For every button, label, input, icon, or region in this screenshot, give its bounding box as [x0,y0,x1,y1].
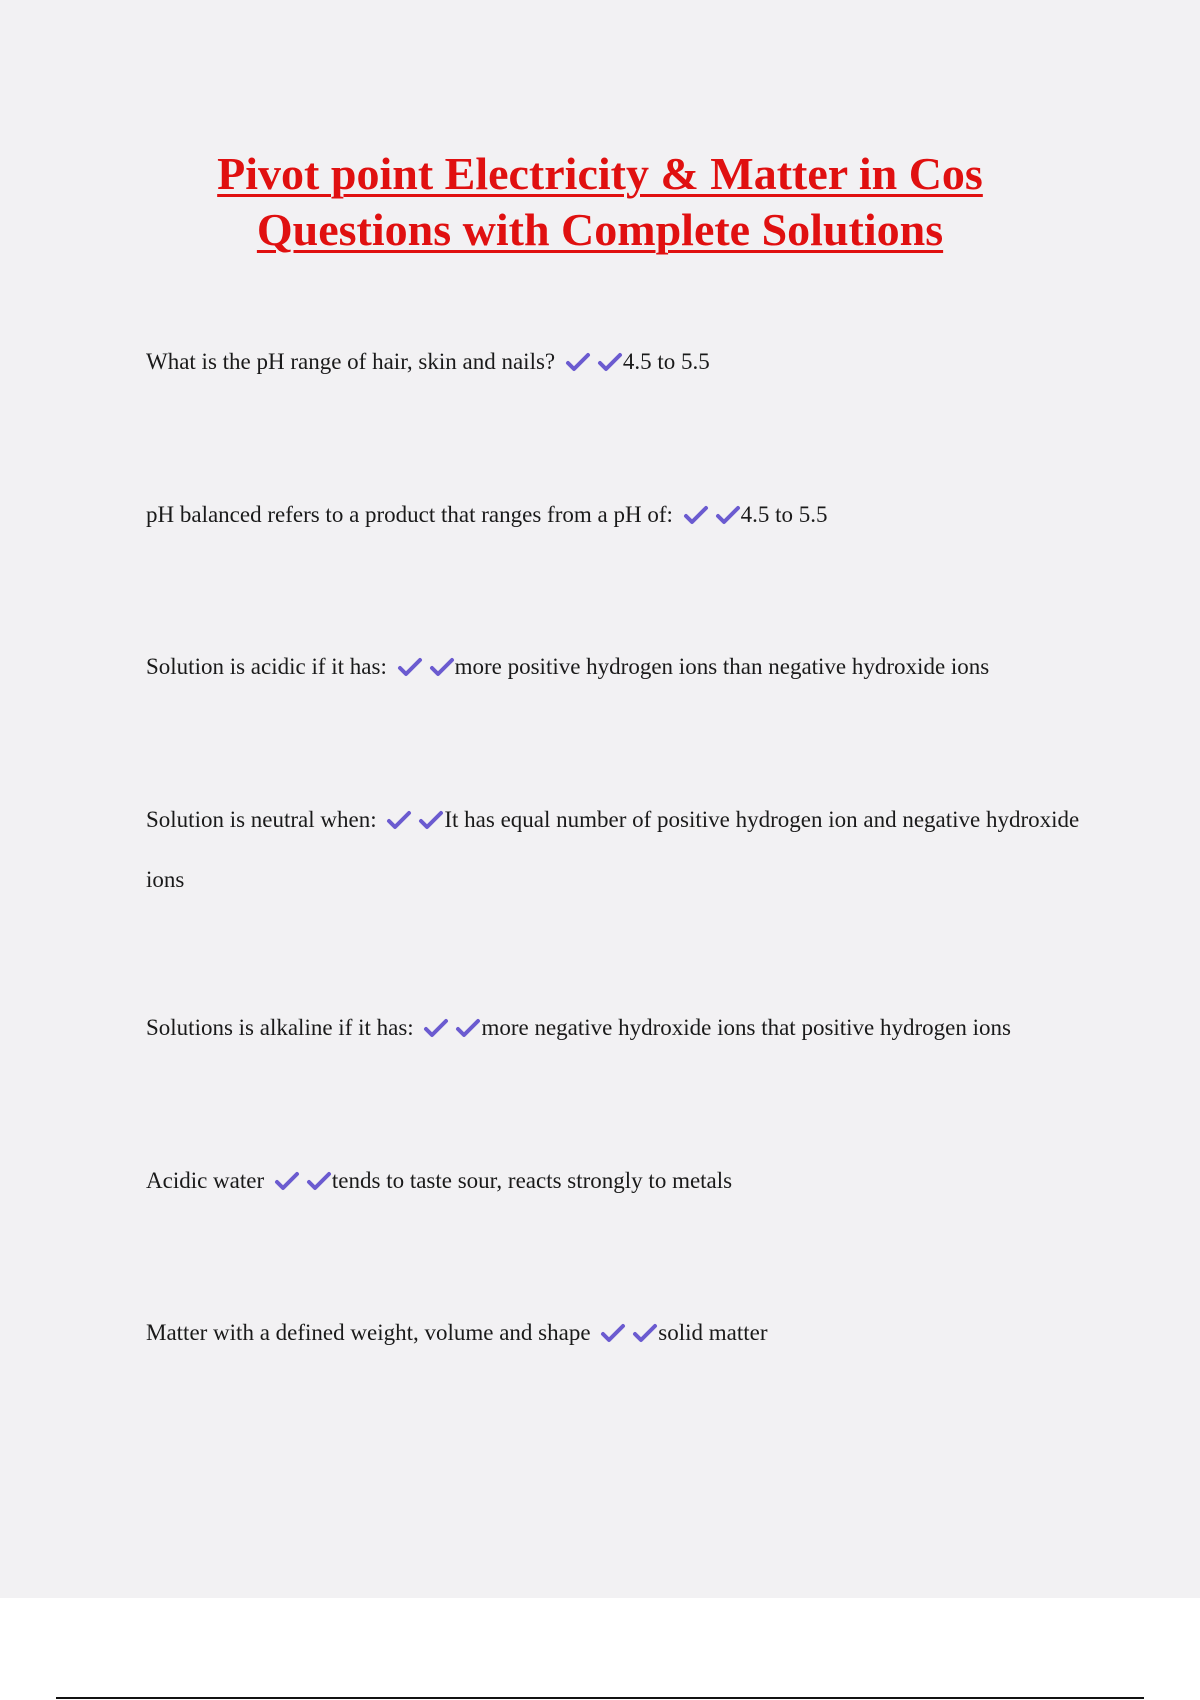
qa-item [146,1151,1086,1211]
qa-item [146,332,1086,392]
answer-text: 4.5 to 5.5 [740,502,828,527]
check-icon [386,809,412,831]
check-icon [418,809,444,831]
document-title [0,146,1200,258]
check-icon [306,1170,332,1192]
answer-text: more positive hydrogen ions than negative hydroxide ions [454,654,990,679]
qa-item [146,1303,1086,1363]
question-text: Solution is acidic if it has: [146,654,387,679]
check-icon [632,1322,658,1344]
qa-item [146,637,1086,697]
check-icon [600,1322,626,1344]
question-text: Acidic water [146,1168,265,1193]
question-text: Solution is neutral when: [146,807,377,832]
check-icon [429,656,455,678]
qa-item [146,790,1086,910]
question-text: Matter with a defined weight, volume and shape [146,1320,591,1345]
qa-item [146,998,1086,1058]
question-text: Solutions is alkaline if it has: [146,1015,414,1040]
answer-text: solid matter [658,1320,768,1345]
title-line-1: Pivot point Electricity & Matter in Cos [217,148,983,199]
check-icon [715,504,741,526]
answer-text: more negative hydroxide ions that positive hydrogen ions [481,1015,1011,1040]
check-icon [455,1017,481,1039]
answer-text: tends to taste sour, reacts strongly to metals [331,1168,733,1193]
question-text: What is the pH range of hair, skin and nails? [146,349,556,374]
answer-text: 4.5 to 5.5 [622,349,710,374]
answer-text: It has equal number of positive hydrogen ion and negative hydroxide ions [146,807,1080,892]
question-text: pH balanced refers to a product that ranges from a pH of: [146,502,673,527]
check-icon [683,504,709,526]
page-divider [56,1697,1144,1699]
check-icon [397,656,423,678]
qa-item [146,485,1086,545]
title-line-2: Questions with Complete Solutions [256,204,944,255]
check-icon [565,351,591,373]
check-icon [274,1170,300,1192]
check-icon [423,1017,449,1039]
check-icon [597,351,623,373]
